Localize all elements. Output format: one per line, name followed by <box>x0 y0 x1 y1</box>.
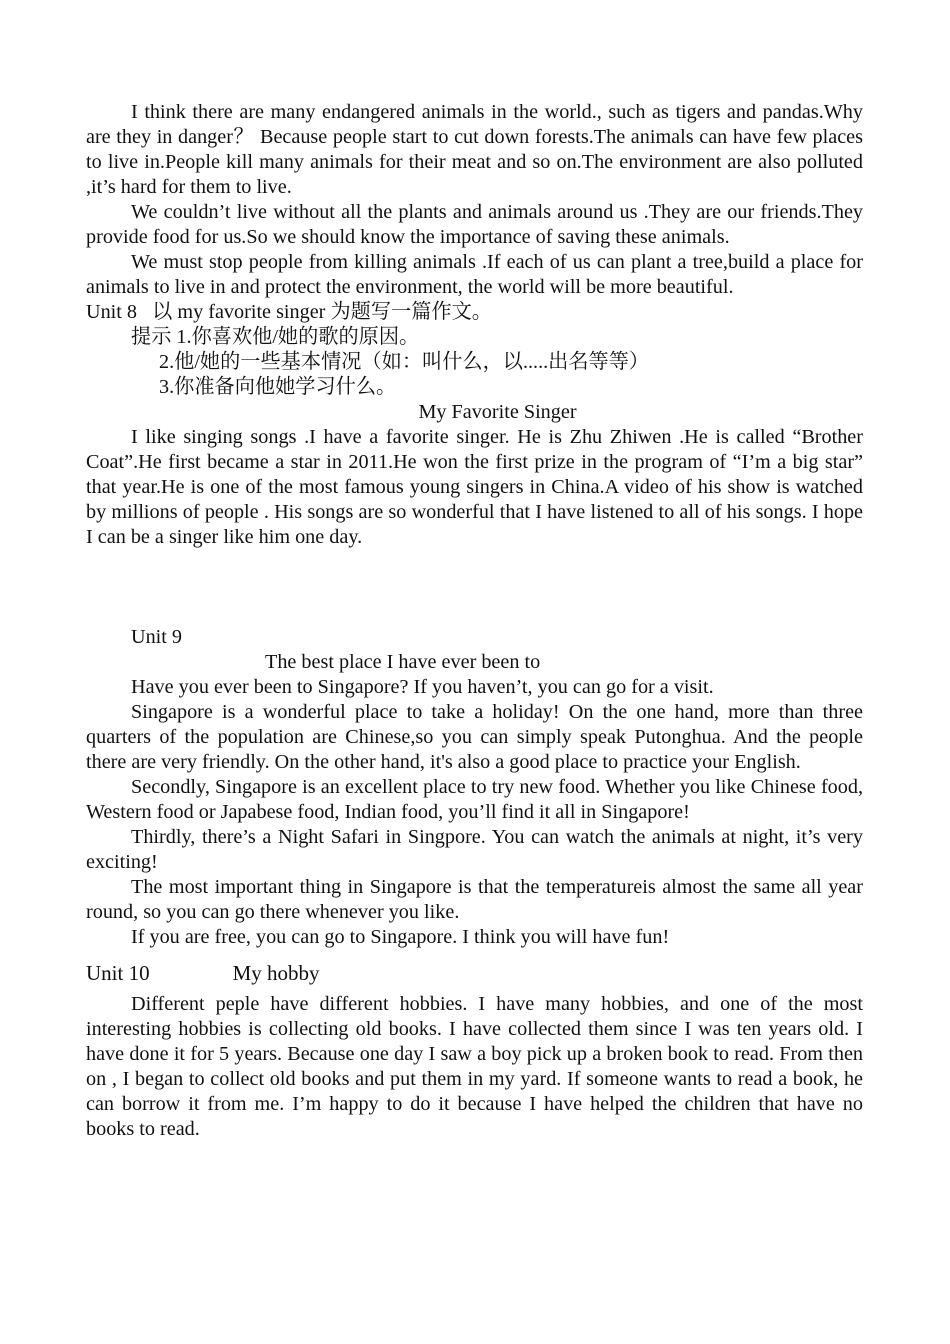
unit9-heading: Unit 9 <box>131 626 183 648</box>
unit9-title: The best place I have ever been to <box>265 651 541 673</box>
spacer <box>86 550 863 625</box>
paragraph: The most important thing in Singapore is that the temperatureis almost the same all year round, so you can go there whenever you like. <box>86 876 863 923</box>
paragraph: Secondly, Singapore is an excellent place to try new food. Whether you like Chinese food, Western food or Japabese food, Indian food, you’ll find it all in Singapore! <box>86 776 863 823</box>
paragraph: I think there are many endangered animals in the world., such as tigers and pandas.Why are they in danger？ Because people start to cut down forests.The animals can have few places to live in.People kill many animals for their meat and so on.The environment are also polluted ,it’s hard for them to live. <box>86 101 863 198</box>
unit10-heading-row <box>86 958 863 988</box>
paragraph: Different peple have different hobbies. I have many hobbies, and one of the most interesting hobbies is collecting old books. I have collected them since I was ten years old. I have done it for 5 years. Because one day I saw a boy pick up a broken book to read. From then on , I began to collect old books and put them in my yard. If someone wants to read a book, he can borrow it from me. I’m happy to do it because I have helped the children that have no books to read. <box>86 993 863 1140</box>
unit8-hint-2: 2.他/她的一些基本情况（如：叫什么，以.....出名等等） <box>159 351 650 373</box>
unit10-heading: Unit 10 <box>86 961 150 985</box>
unit8-hint-3: 3.你准备向他她学习什么。 <box>159 376 397 398</box>
paragraph: We couldn’t live without all the plants and animals around us .They are our friends.They provide food for us.So we should know the importance of saving these animals. <box>86 201 863 248</box>
paragraph: If you are free, you can go to Singapore. I think you will have fun! <box>131 926 670 948</box>
document-page <box>86 100 863 1142</box>
unit8-title: My Favorite Singer <box>418 401 577 423</box>
paragraph: Have you ever been to Singapore? If you haven’t, you can go for a visit. <box>131 676 714 698</box>
unit10-title: My hobby <box>232 961 320 985</box>
paragraph: I like singing songs .I have a favorite singer. He is Zhu Zhiwen .He is called “Brother Coat”.He first became a star in 2011.He won the first prize in the program of “I’m a big star” that year.He is one of the most famous young singers in China.A video of his show is watched by millions of people . His songs are so wonderful that I have listened to all of his songs. I hope I can be a singer like him one day. <box>86 426 863 548</box>
paragraph: We must stop people from killing animals .If each of us can plant a tree,build a place for animals to live in and protect the environment, the world will be more beautiful. <box>86 251 863 298</box>
paragraph: Singapore is a wonderful place to take a holiday! On the one hand, more than three quarters of the population are Chinese,so you can simply speak Putonghua. And the people there are very friendly. On the other hand, it's also a good place to practice your English. <box>86 701 863 773</box>
unit8-hint-1: 提示 1.你喜欢他/她的歌的原因。 <box>131 326 420 348</box>
paragraph: Thirdly, there’s a Night Safari in Singpore. You can watch the animals at night, it’s very exciting! <box>86 826 863 873</box>
unit8-heading: Unit 8 以 my favorite singer 为题写一篇作文。 <box>86 301 492 323</box>
